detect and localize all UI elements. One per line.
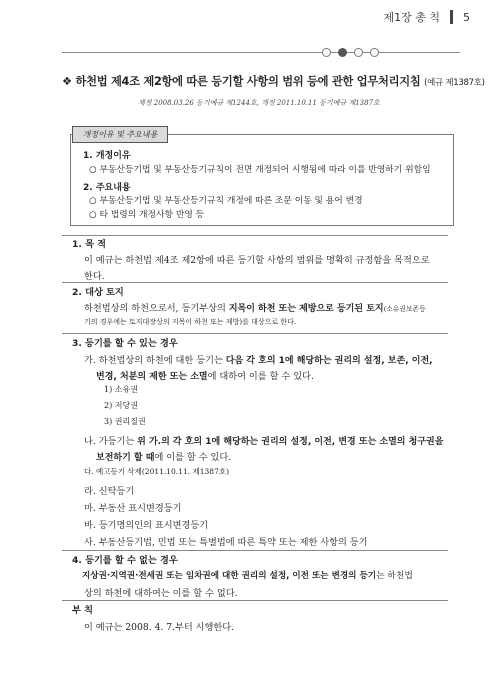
section-2-text — [84, 300, 426, 314]
title-text: 하천법 제4조 제2항에 따른 등기할 사항의 범위 등에 관한 업무처리지침 — [75, 75, 421, 88]
section-rule — [62, 550, 448, 551]
section-3f-text: 바. 등기명의인의 표시변경등기 — [84, 520, 209, 531]
emphasis-run: 위 가.의 각 호의 1에 해당하는 권리의 설정, 이전, 변경 또는 소멸의 청구권을 — [137, 437, 444, 447]
emphasis-run: 다음 각 호의 1에 해당하는 권리의 설정, 보존, 이전, — [225, 356, 433, 366]
header-dots-ornament — [322, 48, 379, 57]
reason-item: ○ 부동산등기법 및 부동산등기규칙이 전면 개정되어 시행됨에 따라 이를 반영하기 위함임 — [89, 165, 431, 175]
small-note: (소유권보존등 — [383, 305, 426, 313]
section-rule — [62, 333, 448, 334]
page-header — [384, 6, 471, 28]
text-run: 는 하천법 — [376, 571, 413, 581]
text-run: 가. 하천법상의 하천에 대한 등기는 — [84, 355, 226, 366]
page-number: 5 — [463, 10, 470, 24]
diamond-marker-icon: ❖ — [62, 75, 72, 88]
text-run: 에 대하여 이를 할 수 있다. — [207, 371, 314, 382]
emphasis-run: 지상권·지역권·전세권 또는 임차권에 대한 권리의 설정, 이전 또는 변경의 등기 — [82, 571, 377, 581]
supplementary-text: 이 예규는 2008. 4. 7.부터 시행한다. — [84, 622, 235, 633]
list-item: 1) 소유권 — [104, 385, 138, 394]
header-rule — [62, 52, 460, 53]
emphasis-run: 지목이 하천 또는 제방으로 등기된 토지 — [228, 304, 384, 314]
section-3-heading: 3. 등기를 할 수 있는 경우 — [72, 338, 178, 349]
reason-heading: 1. 개정이유 — [83, 151, 131, 161]
emphasis-run: 보전하기 할 때 — [96, 453, 155, 463]
title-reference: (예규 제1387호) — [424, 78, 485, 88]
section-4-text — [82, 568, 413, 581]
dot — [354, 48, 363, 57]
section-3b-text — [84, 433, 443, 447]
section-3a-text — [84, 352, 433, 366]
dot — [370, 48, 379, 57]
section-3e-text: 마. 부동산 표시변경등기 — [84, 503, 182, 514]
text-run: 나. 가등기는 — [84, 436, 138, 447]
content-item: ○ 부동산등기법 및 부동산등기규칙 개정에 따른 조문 이동 및 용어 변경 — [89, 196, 363, 206]
header-divider — [450, 10, 453, 24]
section-3d-text: 라. 신탁등기 — [84, 486, 135, 497]
section-rule — [62, 235, 448, 236]
content-heading: 2. 주요내용 — [83, 183, 131, 193]
section-3a-text — [96, 368, 314, 382]
section-rule — [62, 600, 448, 601]
revision-tag: 개정이유 및 주요내용 — [72, 126, 168, 143]
section-1-heading: 1. 목 적 — [72, 239, 107, 250]
list-item: 3) 권리질권 — [104, 417, 146, 426]
section-rule — [62, 282, 448, 283]
dot — [322, 48, 331, 57]
section-3b-text — [96, 449, 231, 463]
section-1-text: 이 예규는 하천법 제4조 제2항에 따른 등기할 사항의 범위를 명확히 규정함을 목적으로 — [84, 255, 430, 266]
section-4-text: 상의 하천에 대하여는 이를 할 수 없다. — [84, 588, 238, 599]
enactment-note: 제정 2008.03.26 등기예규 제1244호, 개정 2011.10.11 등기예규 제1387호 — [138, 99, 380, 107]
chapter-label: 제1장 총 칙 — [383, 11, 440, 24]
section-2-heading: 2. 대상 토지 — [72, 287, 124, 298]
dot — [338, 48, 347, 57]
text-run: 에 이를 할 수 있다. — [154, 452, 232, 463]
text-run: 하천법상의 하천으로서, 등기부상의 — [84, 303, 229, 314]
section-3g-text: 사. 부동산등기법, 민법 또는 특별법에 따른 특약 또는 제한 사항의 등기 — [84, 537, 368, 548]
section-4-heading: 4. 등기를 할 수 없는 경우 — [72, 555, 178, 566]
emphasis-run: 변경, 처분의 제한 또는 소멸 — [96, 372, 208, 382]
document-title — [62, 73, 485, 89]
section-1-text: 한다. — [84, 271, 105, 282]
content-item: ○ 타 법령의 개정사항 반영 등 — [89, 210, 205, 220]
list-item: 2) 저당권 — [104, 401, 138, 410]
supplementary-heading: 부 칙 — [72, 605, 93, 616]
section-3c-text: 다. 예고등기 삭제(2011.10.11. 제1387호) — [84, 467, 230, 476]
revision-box — [70, 134, 454, 226]
section-2-text: 기의 경우에는 토지대장상의 지목이 하천 또는 제방)를 대상으로 한다. — [84, 318, 297, 326]
